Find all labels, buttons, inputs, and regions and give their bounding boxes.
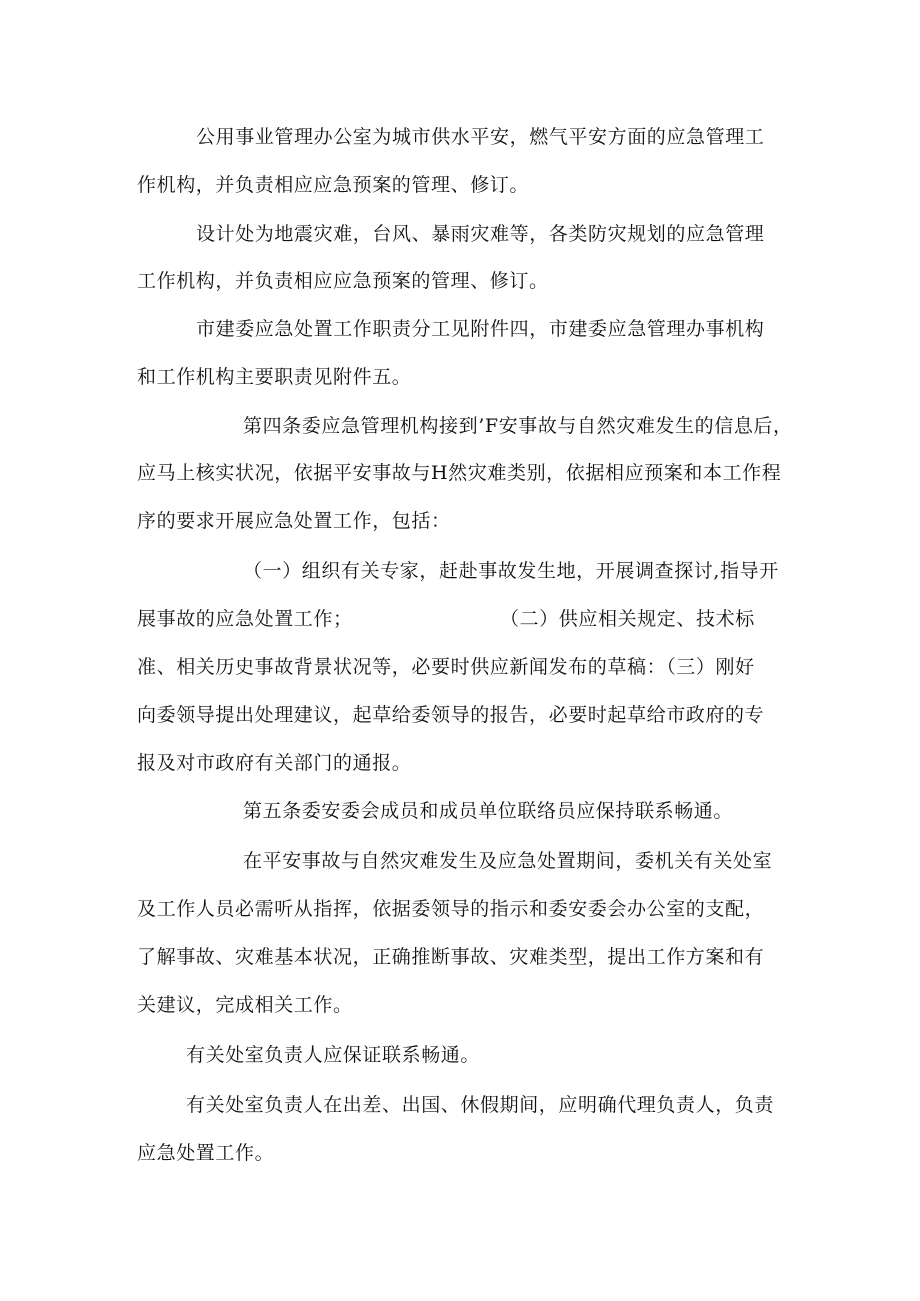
text-line: 作机构，并负责相应应急预案的管理、修订。 [137, 174, 530, 196]
text-line: 及工作人员必需听从指挥，依据委领导的指示和委安委会办公室的支配， [137, 898, 765, 920]
text-line: 了解事故、灾难基本状况，正确推断事故、灾难类型，提出工作方案和有 [137, 946, 765, 968]
text-line: 应马上核实状况，依据平安事故与H然灾难类别，依据相应预案和本工作程 [137, 462, 782, 484]
text-line: 序的要求开展应急处置工作，包括： [137, 510, 451, 532]
text-line: （一）组织有关专家，赶赴事故发生地，开展调查探讨,指导开 [243, 560, 779, 582]
text-line: 市建委应急处置工作职责分工见附件四，市建委应急管理办事机构 [196, 318, 765, 340]
text-line: 工作机构，并负责相应应急预案的管理、修订。 [137, 270, 549, 292]
text-line: 准、相关历史事故背景状况等，必要时供应新闻发布的草稿：（三）刚好 [137, 656, 755, 678]
text-line: 第四条委应急管理机构接到’F安事故与自然灾难发生的信息后， [243, 415, 793, 437]
text-line: 在平安事故与自然灾难发生及应急处置期间，委机关有关处室 [243, 850, 773, 872]
text-line: 公用事业管理办公室为城市供水平安，燃气平安方面的应急管理工 [196, 126, 765, 148]
text-line: （二）供应相关规定、技术标 [500, 608, 755, 630]
text-line: 和工作机构主要职责见附件五。 [137, 366, 412, 388]
text-line: 报及对市政府有关部门的通报。 [137, 752, 412, 774]
text-line: 第五条委安委会成员和成员单位联络员应保持联系畅通。 [243, 800, 734, 822]
text-line: 向委领导提出处理建议，起草给委领导的报告，必要时起草给市政府的专 [137, 704, 765, 726]
text-line: 有关处室负责人应保证联系畅通。 [186, 1044, 481, 1066]
text-line: 应急处置工作。 [137, 1142, 275, 1164]
text-line: 展事故的应急处置工作； [137, 608, 353, 630]
text-line: 有关处室负责人在出差、出国、休假期间，应明确代理负责人，负责 [186, 1094, 775, 1116]
text-line: 设计处为地震灾难，台风、暴雨灾难等，各类防灾规划的应急管理 [196, 223, 765, 245]
text-line: 关建议，完成相关工作。 [137, 994, 353, 1016]
